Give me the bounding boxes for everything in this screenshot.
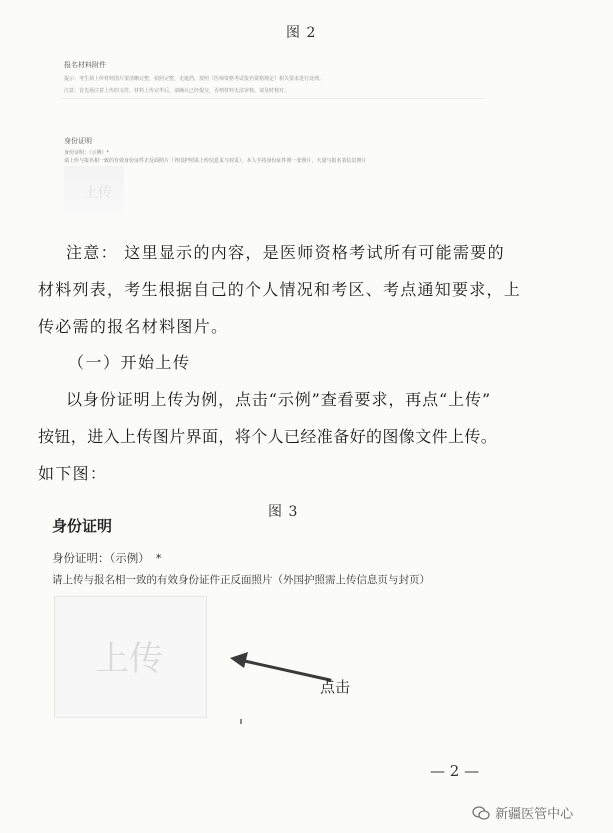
page-number: — 2 — (430, 762, 480, 780)
upload-button-label: 上传 (95, 639, 163, 679)
figure-3-screenshot (46, 512, 566, 727)
id-proof-label: 身份证明： (52, 551, 110, 565)
upload-button[interactable] (54, 596, 207, 718)
figure-2-title: 图 2 (286, 25, 317, 41)
id-proof-heading: 身份证明 (52, 517, 113, 535)
para-line-3: 如下图： (38, 464, 108, 483)
figure-3-title: 图 3 (268, 504, 299, 520)
materials-note-1: 提示：考生须上传材料图片要清晰完整，拍照完整，无遮挡，按照《医师资格考试报名资格规定》相关要求进行处理。 (64, 76, 325, 82)
watermark-text: 新疆医管中心 (495, 807, 574, 822)
id-section-label: 身份证明：（示例）* (64, 150, 110, 156)
wechat-icon (472, 805, 490, 821)
id-proof-label-row (52, 550, 162, 566)
divider (62, 98, 486, 99)
materials-section-heading: 报名材料附件 (64, 61, 106, 69)
required-mark: * (155, 551, 162, 565)
id-proof-instruction: 请上传与报名相一致的有效身份证件正反面照片（外国护照需上传信息页与封页） (52, 574, 430, 586)
note-line-1: 注意： 这里显示的内容，是医师资格考试所有可能需要的 (66, 243, 505, 262)
id-section-heading: 身份证明 (64, 137, 92, 145)
id-section-note: 请上传与报名相一致的有效身份证件正反面照片（外国护照需上传信息页与封页），本人手持身份证件照一张照片，大量与报名表信息照片 (64, 158, 367, 164)
para-line-2: 按钮，进入上传图片界面，将个人已经准备好的图像文件上传。 (38, 427, 498, 446)
figure-2-screenshot (58, 50, 488, 218)
click-annotation: 点击 (320, 678, 351, 696)
subheading-start-upload: （一）开始上传 (68, 353, 191, 372)
materials-note-2: 注意：首先须注意上传的文件，材料上传完毕后，请确认已经提交，否则材料无法审核，请及时核对。 (64, 88, 290, 94)
para-line-1: 以身份证明上传为例，点击“示例”查看要求，再点“上传” (66, 390, 492, 409)
note-line-3: 传必需的报名材料图片。 (38, 317, 229, 336)
upload-button-label: 上传 (84, 185, 112, 201)
cursor-mark (240, 719, 242, 724)
watermark (472, 802, 573, 822)
upload-button[interactable] (64, 166, 124, 214)
example-link[interactable]: （示例） (109, 551, 150, 565)
note-line-2: 材料列表，考生根据自己的个人情况和考区、考点通知要求，上 (38, 280, 522, 299)
